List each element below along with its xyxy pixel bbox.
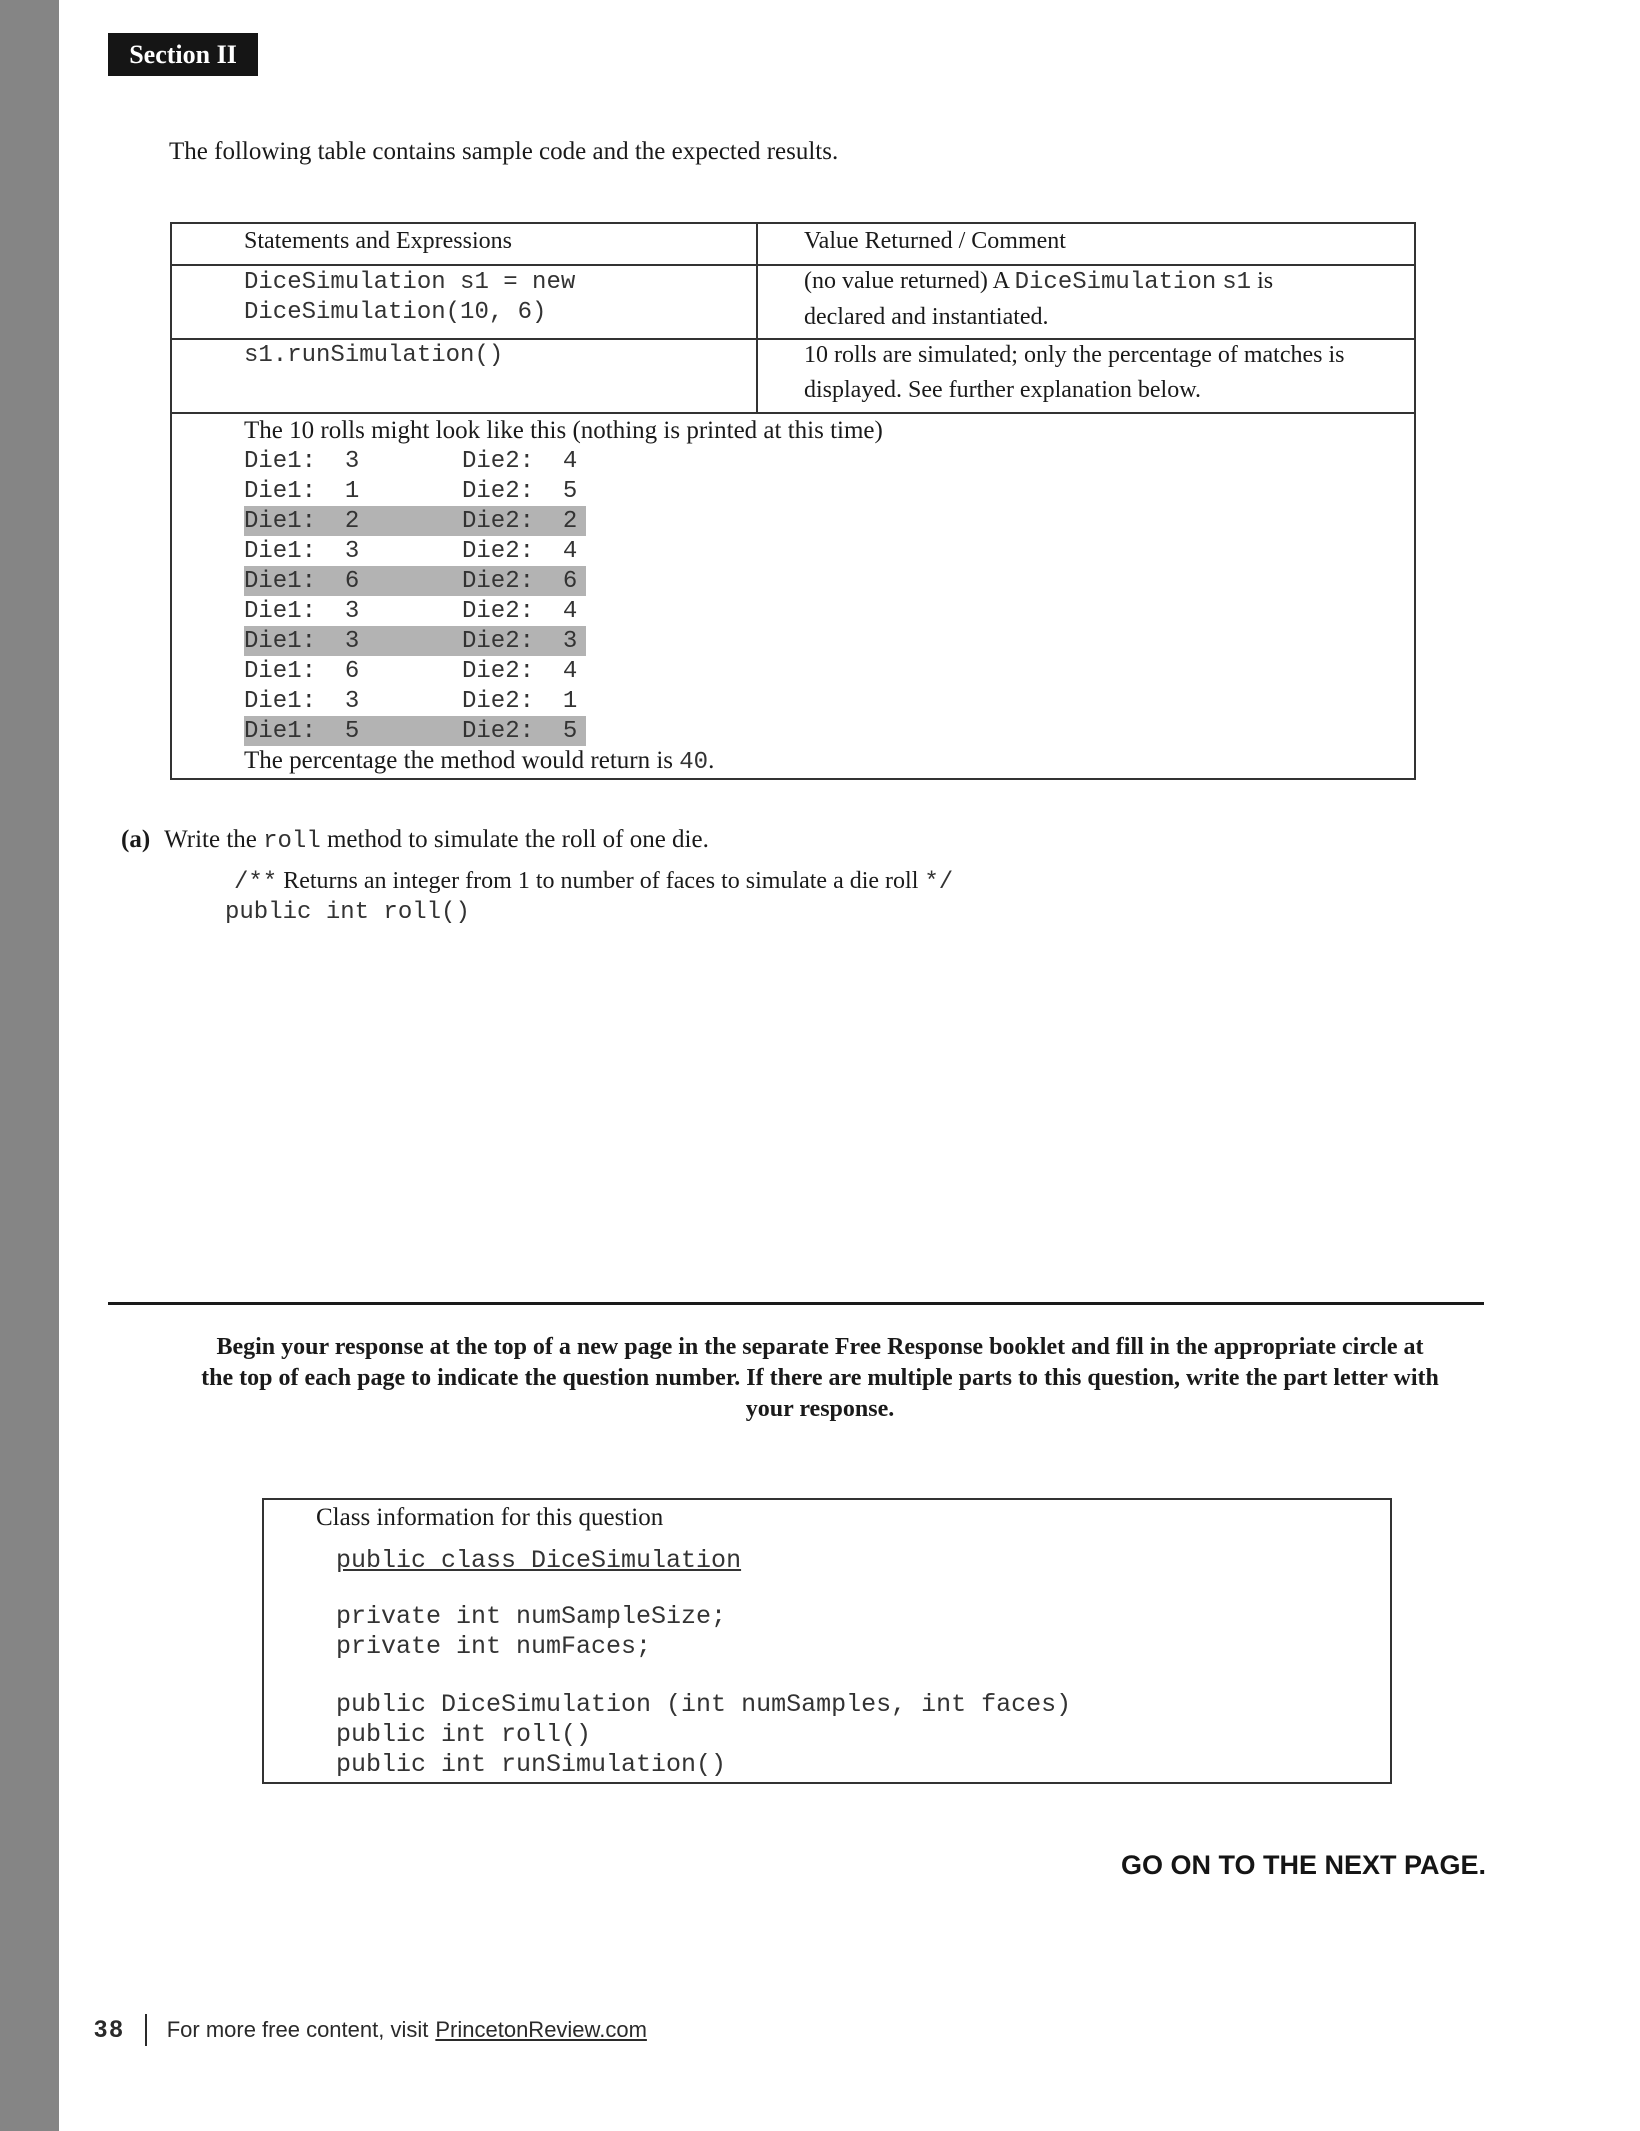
die2-value: Die2: 5 <box>462 477 578 505</box>
method-line: public int runSimulation() <box>336 1750 727 1779</box>
roll-row <box>244 446 586 476</box>
class-methods <box>336 1690 1071 1780</box>
die2-value: Die2: 1 <box>462 687 578 715</box>
roll-row-match <box>244 506 586 536</box>
result-text: The percentage the method would return is 40. <box>244 747 715 776</box>
part-label: (a) <box>121 826 151 853</box>
roll-row-match <box>244 626 586 656</box>
die1-value: Die1: 5 <box>244 717 360 745</box>
die1-value: Die1: 6 <box>244 657 360 685</box>
go-on-next-page: GO ON TO THE NEXT PAGE. <box>1121 1850 1487 1880</box>
comment-code: DiceSimulation <box>1014 269 1217 296</box>
die1-value: Die1: 3 <box>244 447 360 475</box>
footer-separator <box>145 2014 147 2046</box>
table-row <box>172 264 1414 340</box>
die1-value: Die1: 3 <box>244 597 360 625</box>
rolls-caption: The 10 rolls might look like this (nothing is printed at this time) <box>244 417 883 444</box>
die2-value: Die2: 4 <box>462 537 578 565</box>
result-value: 40 <box>679 749 709 776</box>
die2-value: Die2: 5 <box>462 717 578 745</box>
method-line: public int roll() <box>336 1720 592 1749</box>
die2-value: Die2: 3 <box>462 627 578 655</box>
die2-value: Die2: 4 <box>462 447 578 475</box>
response-instruction: Begin your response at the top of a new page in the separate Free Response booklet and fill in the appropriate circle at the top of each page to indicate the question number. If there are multiple parts to this question, write the part letter with your response. <box>201 1334 1439 1422</box>
roll-row-match <box>244 716 586 746</box>
intro-text: The following table contains sample code and the expected results. <box>169 138 839 165</box>
class-info-title: Class information for this question <box>316 1504 664 1531</box>
statement-line: DiceSimulation s1 = new <box>244 269 576 296</box>
die1-value: Die1: 1 <box>244 477 360 505</box>
die2-value: Die2: 2 <box>462 507 578 535</box>
inline-code: roll <box>263 828 321 855</box>
die2-value: Die2: 4 <box>462 657 578 685</box>
class-fields <box>336 1602 726 1662</box>
sample-code-table <box>170 222 1416 780</box>
comment-cell <box>804 264 1273 335</box>
die1-value: Die1: 3 <box>244 537 360 565</box>
class-info-box <box>262 1498 1392 1784</box>
comment-cell <box>804 338 1345 408</box>
page-number: 38 <box>94 2016 125 2043</box>
method-line: public DiceSimulation (int numSamples, int faces) <box>336 1690 1072 1719</box>
table-row <box>172 338 1414 414</box>
statement-line: DiceSimulation(10, 6) <box>244 299 547 326</box>
method-signature: public int roll() <box>225 899 470 926</box>
comment-text: declared and instantiated. <box>804 304 1049 330</box>
section-divider <box>108 1302 1484 1305</box>
roll-row <box>244 536 586 566</box>
comment-text: (no value returned) A <box>804 268 1015 294</box>
header-value-returned: Value Returned / Comment <box>804 228 1066 254</box>
roll-row-match <box>244 566 586 596</box>
princeton-review-link[interactable]: PrincetonReview.com <box>435 2017 647 2042</box>
die2-value: Die2: 4 <box>462 597 578 625</box>
field-line: private int numSampleSize; <box>336 1602 727 1631</box>
page-footer <box>94 2014 647 2046</box>
field-line: private int numFaces; <box>336 1632 652 1661</box>
part-a-prompt: (a) Write the roll method to simulate the roll of one die. <box>121 826 709 855</box>
statement-cell <box>244 268 575 328</box>
roll-row <box>244 596 586 626</box>
rolls-example <box>244 416 883 778</box>
die1-value: Die1: 3 <box>244 687 360 715</box>
comment-text: is <box>1251 268 1274 294</box>
die1-value: Die1: 2 <box>244 507 360 535</box>
class-declaration: public class DiceSimulation <box>336 1546 742 1575</box>
comment-close: */ <box>924 869 954 896</box>
comment-text: 10 rolls are simulated; only the percentage of matches is <box>804 342 1345 368</box>
comment-code: s1 <box>1222 269 1252 296</box>
method-signature-block <box>225 866 953 928</box>
die1-value: Die1: 3 <box>244 627 360 655</box>
die2-value: Die2: 6 <box>462 567 578 595</box>
comment-text: displayed. See further explanation below. <box>804 377 1201 403</box>
roll-row <box>244 686 586 716</box>
footer-text: For more free content, visit <box>166 2017 429 2042</box>
roll-row <box>244 656 586 686</box>
die1-value: Die1: 6 <box>244 567 360 595</box>
roll-row <box>244 476 586 506</box>
header-statements: Statements and Expressions <box>244 228 512 254</box>
statement-cell: s1.runSimulation() <box>244 342 504 369</box>
comment-open: /** <box>234 869 278 896</box>
section-badge: Section II <box>108 33 258 76</box>
table-header-row <box>172 224 1414 266</box>
page-margin-bar <box>0 0 59 2131</box>
doc-comment-text: Returns an integer from 1 to number of faces to simulate a die roll <box>277 868 925 894</box>
roll-list <box>244 446 883 746</box>
